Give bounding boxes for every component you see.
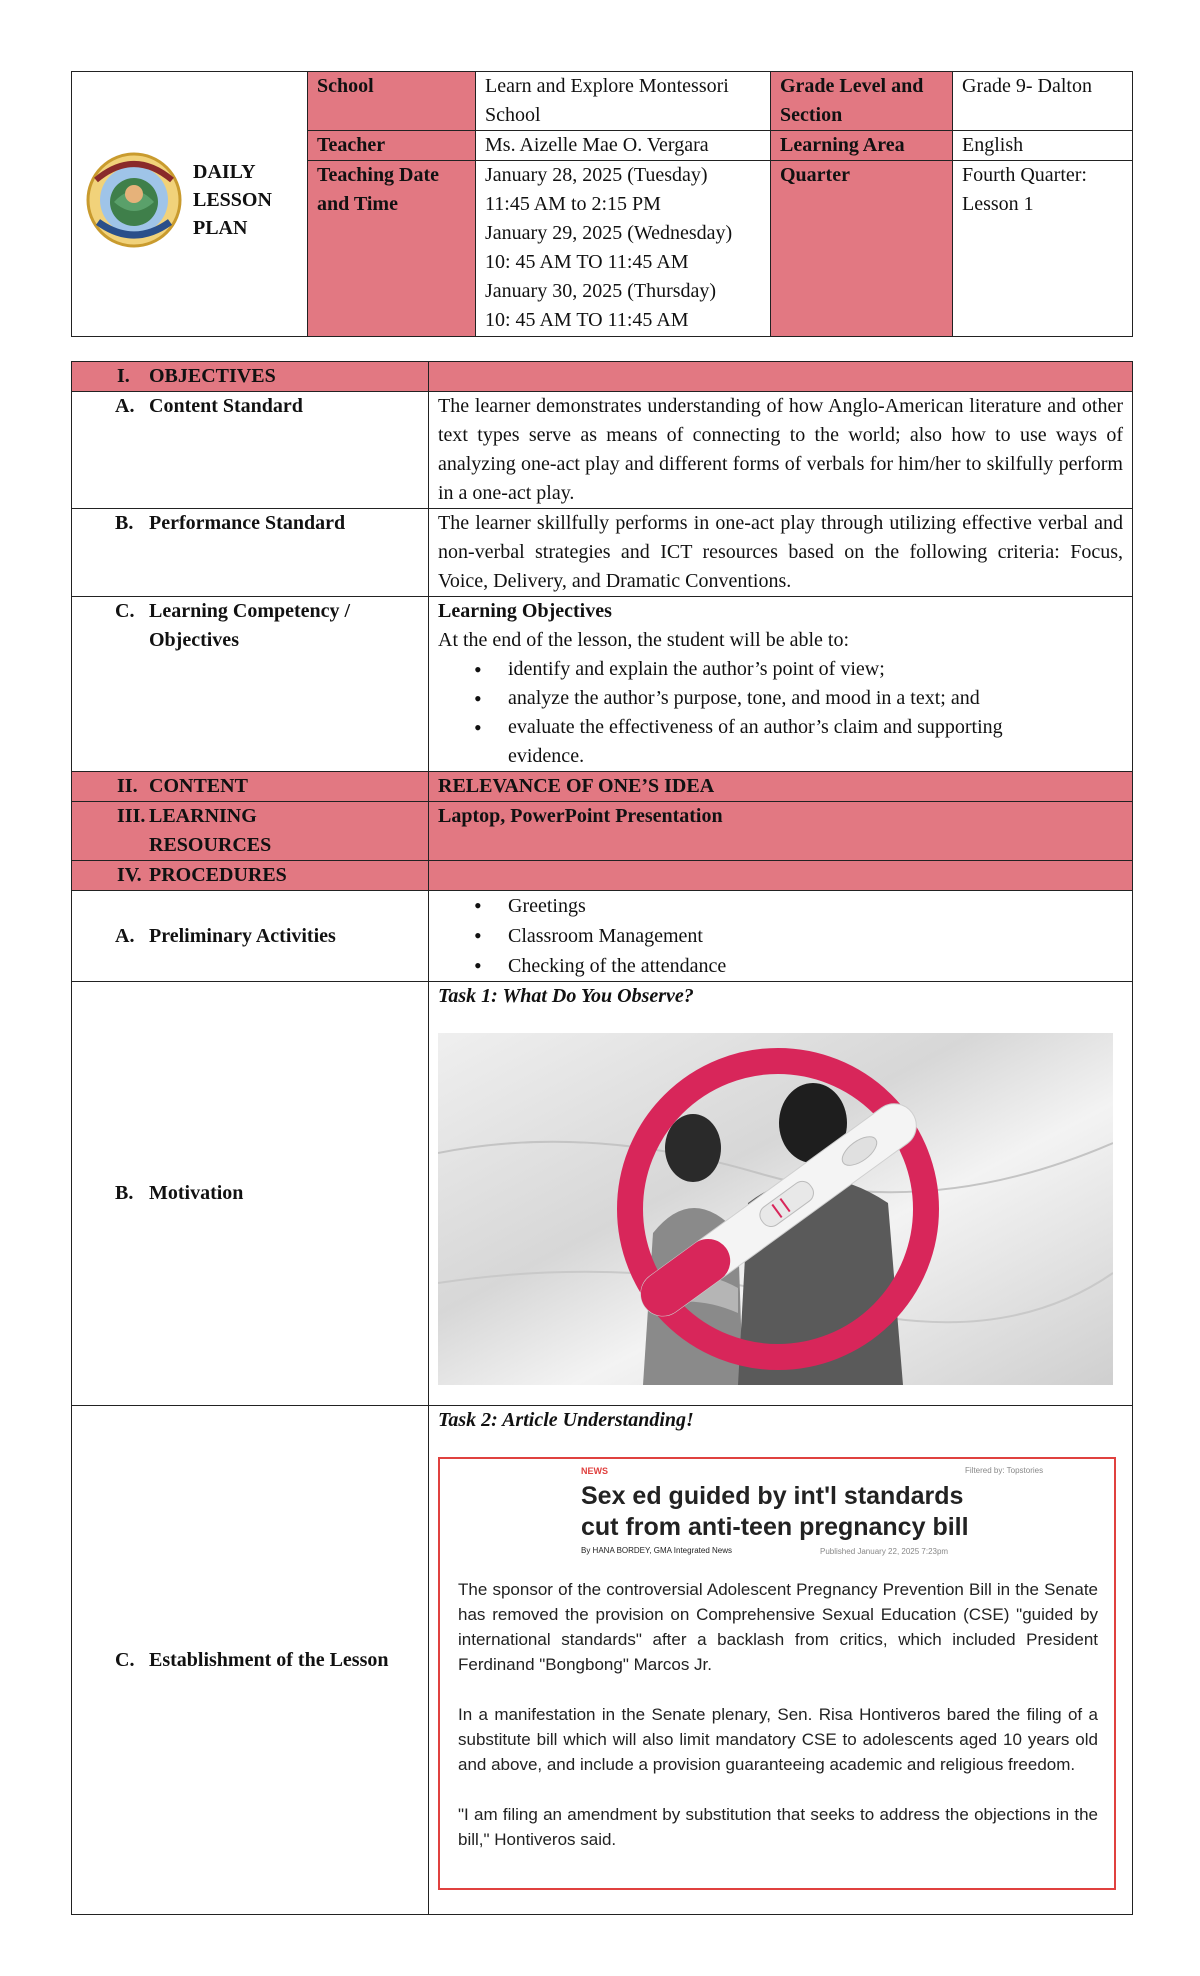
item-number: B. xyxy=(115,512,134,534)
preliminary-content xyxy=(429,891,1133,982)
section-title: LEARNING RESOURCES xyxy=(149,805,272,856)
learning-objectives-list xyxy=(438,655,1123,771)
area-value: English xyxy=(953,131,1133,161)
quarter-label: Quarter xyxy=(771,161,953,337)
content-standard-text: The learner demonstrates understanding of how Anglo-American literature and other text types serve as means of connecting to the world; also how to use ways of analyzing one-act play and different forms of verbals for him/her to skilfully perform in a one-act play. xyxy=(429,392,1133,509)
motivation-label-cell xyxy=(72,982,429,1406)
item-label: Motivation xyxy=(149,1182,244,1204)
article-section: NEWS xyxy=(581,1466,608,1476)
quarter-value: Fourth Quarter: Lesson 1 xyxy=(953,161,1133,337)
date-line: 11:45 AM to 2:15 PM xyxy=(485,193,661,215)
procedures-blank xyxy=(429,861,1133,891)
item-label: Content Standard xyxy=(149,395,303,417)
article-published: Published January 22, 2025 7:23pm xyxy=(820,1547,949,1556)
competency-label xyxy=(81,597,419,655)
list-item: • Checking of the attendance xyxy=(438,951,1123,981)
article-body xyxy=(458,1577,1098,1877)
performance-standard-label xyxy=(81,509,419,538)
list-item: • analyze the author’s purpose, tone, and mood in a text; and xyxy=(438,684,1123,713)
article-byline: By HANA BORDEY, GMA Integrated News xyxy=(581,1546,733,1555)
competency-content xyxy=(429,597,1133,772)
section-title: PROCEDURES xyxy=(149,864,287,886)
task-2-title: Task 2: Article Understanding! xyxy=(438,1409,694,1431)
item-number: C. xyxy=(115,600,135,622)
teacher-value: Ms. Aizelle Mae O. Vergara xyxy=(476,131,771,161)
item-number: B. xyxy=(115,1182,134,1204)
establishment-content xyxy=(429,1406,1133,1915)
date-label: Teaching Date and Time xyxy=(308,161,476,337)
content-standard-label-cell xyxy=(72,392,429,509)
section-title: OBJECTIVES xyxy=(149,365,276,387)
date-line: January 28, 2025 (Tuesday) xyxy=(485,164,708,186)
teacher-label: Teacher xyxy=(308,131,476,161)
procedures-heading xyxy=(72,861,429,891)
lesson-table xyxy=(71,361,1133,1915)
area-label: Learning Area xyxy=(771,131,953,161)
date-line: January 29, 2025 (Wednesday) xyxy=(485,222,733,244)
list-item: • identify and explain the author’s point of view; xyxy=(438,655,1123,684)
content-heading xyxy=(72,772,429,802)
plan-title: DAILY LESSON PLAN xyxy=(193,161,272,239)
item-number: A. xyxy=(115,924,135,947)
resources-heading xyxy=(72,802,429,861)
section-number: IV. xyxy=(117,864,142,886)
performance-standard-text: The learner skillfully performs in one-act play through utilizing effective verbal and non-verbal strategies and ICT resources based on the following criteria: Focus, Voice, Delivery, and Dramatic Conventions. xyxy=(429,509,1133,597)
motivation-content xyxy=(429,982,1133,1406)
objectives-blank xyxy=(429,362,1133,392)
section-title: CONTENT xyxy=(149,775,248,797)
date-line: 10: 45 AM TO 11:45 AM xyxy=(485,309,689,331)
grade-value: Grade 9- Dalton xyxy=(953,72,1133,131)
article-paragraph: "I am filing an amendment by substitution that seeks to address the objections in the bill," Hontiveros said. xyxy=(458,1805,1098,1849)
school-label: School xyxy=(308,72,476,131)
item-label: Preliminary Activities xyxy=(149,924,336,947)
motivation-label xyxy=(81,1179,419,1208)
task-1-title: Task 1: What Do You Observe? xyxy=(438,985,694,1007)
school-logo xyxy=(84,150,184,250)
motivation-image xyxy=(438,1033,1113,1385)
resources-value: Laptop, PowerPoint Presentation xyxy=(429,802,1133,861)
objectives-heading xyxy=(72,362,429,392)
competency-label-cell xyxy=(72,597,429,772)
grade-label: Grade Level and Section xyxy=(771,72,953,131)
section-number: III. xyxy=(117,805,146,827)
preliminary-label-cell xyxy=(72,891,429,982)
header-table xyxy=(71,71,1133,337)
news-article xyxy=(438,1457,1116,1890)
list-item: • Greetings xyxy=(438,891,1123,921)
section-number: I. xyxy=(117,365,130,387)
item-label: Performance Standard xyxy=(149,512,346,534)
list-item: • evaluate the effectiveness of an author’s claim and supporting evidence. xyxy=(438,713,1123,771)
establishment-label xyxy=(81,1646,419,1675)
pregnancy-test-prohibition-image xyxy=(438,1033,1113,1385)
preliminary-label xyxy=(81,922,419,951)
date-line: 10: 45 AM TO 11:45 AM xyxy=(485,251,689,273)
establishment-label-cell xyxy=(72,1406,429,1915)
article-paragraph: In a manifestation in the Senate plenary, Sen. Risa Hontiveros bared the filing of a substitute bill which will also limit mandatory CSE to adolescents aged 10 years old and above, and include a provision guaranteeing academic and religious freedom. xyxy=(458,1705,1098,1774)
content-standard-label xyxy=(81,392,419,421)
logo-cell xyxy=(72,72,308,337)
item-label: Establishment of the Lesson xyxy=(149,1648,389,1671)
date-line: January 30, 2025 (Thursday) xyxy=(485,280,717,302)
school-value: Learn and Explore Montessori School xyxy=(476,72,771,131)
learning-objectives-heading: Learning Objectives xyxy=(438,600,612,622)
performance-standard-label-cell xyxy=(72,509,429,597)
article-title: Sex ed guided by int'l standards cut from anti-teen pregnancy bill xyxy=(581,1482,969,1541)
section-number: II. xyxy=(117,775,138,797)
content-value: RELEVANCE OF ONE’S IDEA xyxy=(429,772,1133,802)
item-number: A. xyxy=(115,395,135,417)
item-label: Learning Competency / Objectives xyxy=(149,600,351,651)
list-item: • Classroom Management xyxy=(438,921,1123,951)
preliminary-list xyxy=(438,891,1123,981)
article-filter: Filtered by: Topstories xyxy=(965,1466,1044,1475)
school-logo-icon xyxy=(84,150,184,250)
learning-objectives-intro: At the end of the lesson, the student will be able to: xyxy=(438,629,850,651)
date-value xyxy=(476,161,771,337)
article-paragraph: The sponsor of the controversial Adolescent Pregnancy Prevention Bill in the Senate has removed the provision on Comprehensive Sexual Education (CSE) "guided by international standards" after a backlash from critics, which included President Ferdinand "Bongbong" Marcos Jr. xyxy=(458,1580,1098,1674)
item-number: C. xyxy=(115,1648,135,1671)
